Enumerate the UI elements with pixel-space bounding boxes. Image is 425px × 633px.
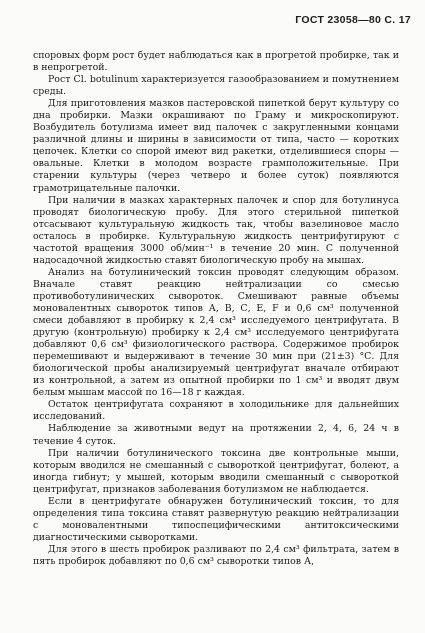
paragraph: Если в центрифугате обнаружен ботулинический токсин, то для определения типа токсина ставят развернутую реакцию нейтрализации с моновалентными типоспецифическими антитоксическими диагностическими сыворотками.	[33, 495, 399, 543]
paragraph: Для этого в шесть пробирок разливают по 2,4 см³ фильтрата, затем в пять пробирок добавляют по 0,6 см³ сыворотки типов А,	[33, 543, 399, 567]
page-header: ГОСТ 23058—80 С. 17	[295, 14, 411, 26]
paragraph: Для приготовления мазков пастеровской пипеткой берут культуру со дна пробирки. Мазки окрашивают по Граму и микроскопируют. Возбудитель ботулизма имеет вид палочек с закругленными концами различной длины и ширины в зависимости от типа, часто — коротких цепочек. Клетки со спорой имеют вид ракетки, отделившиеся споры — овальные. Клетки в молодом возрасте грамположительные. При старении культуры (через четверо и более суток) появляются грамотрицательные палочки.	[33, 98, 399, 194]
paragraph: Остаток центрифугата сохраняют в холодильнике для дальнейших исследований.	[33, 399, 399, 423]
paragraph: Наблюдение за животными ведут на протяжении 2, 4, 6, 24 ч в течение 4 суток.	[33, 423, 399, 447]
document-body	[33, 50, 399, 568]
paragraph: Анализ на ботулинический токсин проводят следующим образом. Вначале ставят реакцию нейтрализации со смесью противоботулинических сывороток. Смешивают равные объемы моновалентных сывороток типов А, В, С, Е, F и 0,6 см³ полученной смеси добавляют в пробирку к 2,4 см³ исследуемого центрифугата. В другую (контрольную) пробирку к 2,4 см³ исследуемого центрифугата добавляют 0,6 см³ физиологического раствора. Содержимое пробирок перемешивают и выдерживают в течение 30 мин при (21±3) °С. Для биологической пробы анализируемый центрифугат вначале отбирают из контрольной, а затем из опытной пробирки по 1 см³ и вводят двум белым мышам массой по 16—18 г каждая.	[33, 266, 399, 399]
paragraph: При наличии в мазках характерных палочек и спор для ботулинуса проводят биологическую пробу. Для этого стерильной пипеткой отсасывают культуральную жидкость так, чтобы вазелиновое масло осталось в пробирке. Культуральную жидкость центрифугируют с частотой вращения 3000 об/мин⁻¹ в течение 20 мин. С полученной надосадочной жидкостью ставят биологическую пробу на мышах.	[33, 194, 399, 266]
paragraph: При наличии ботулинического токсина две контрольные мыши, которым вводился не смешанный с сывороткой центрифугат, болеют, а иногда гибнут; у мышей, которым вводили смешанный с сывороткой центрифугат, признаков заболевания ботулизмом не наблюдается.	[33, 447, 399, 495]
paragraph: споровых форм рост будет наблюдаться как в прогретой пробирке, так и в непрогретой.	[33, 50, 399, 74]
paragraph: Рост Cl. botulinum характеризуется газообразованием и помутнением среды.	[33, 74, 399, 98]
